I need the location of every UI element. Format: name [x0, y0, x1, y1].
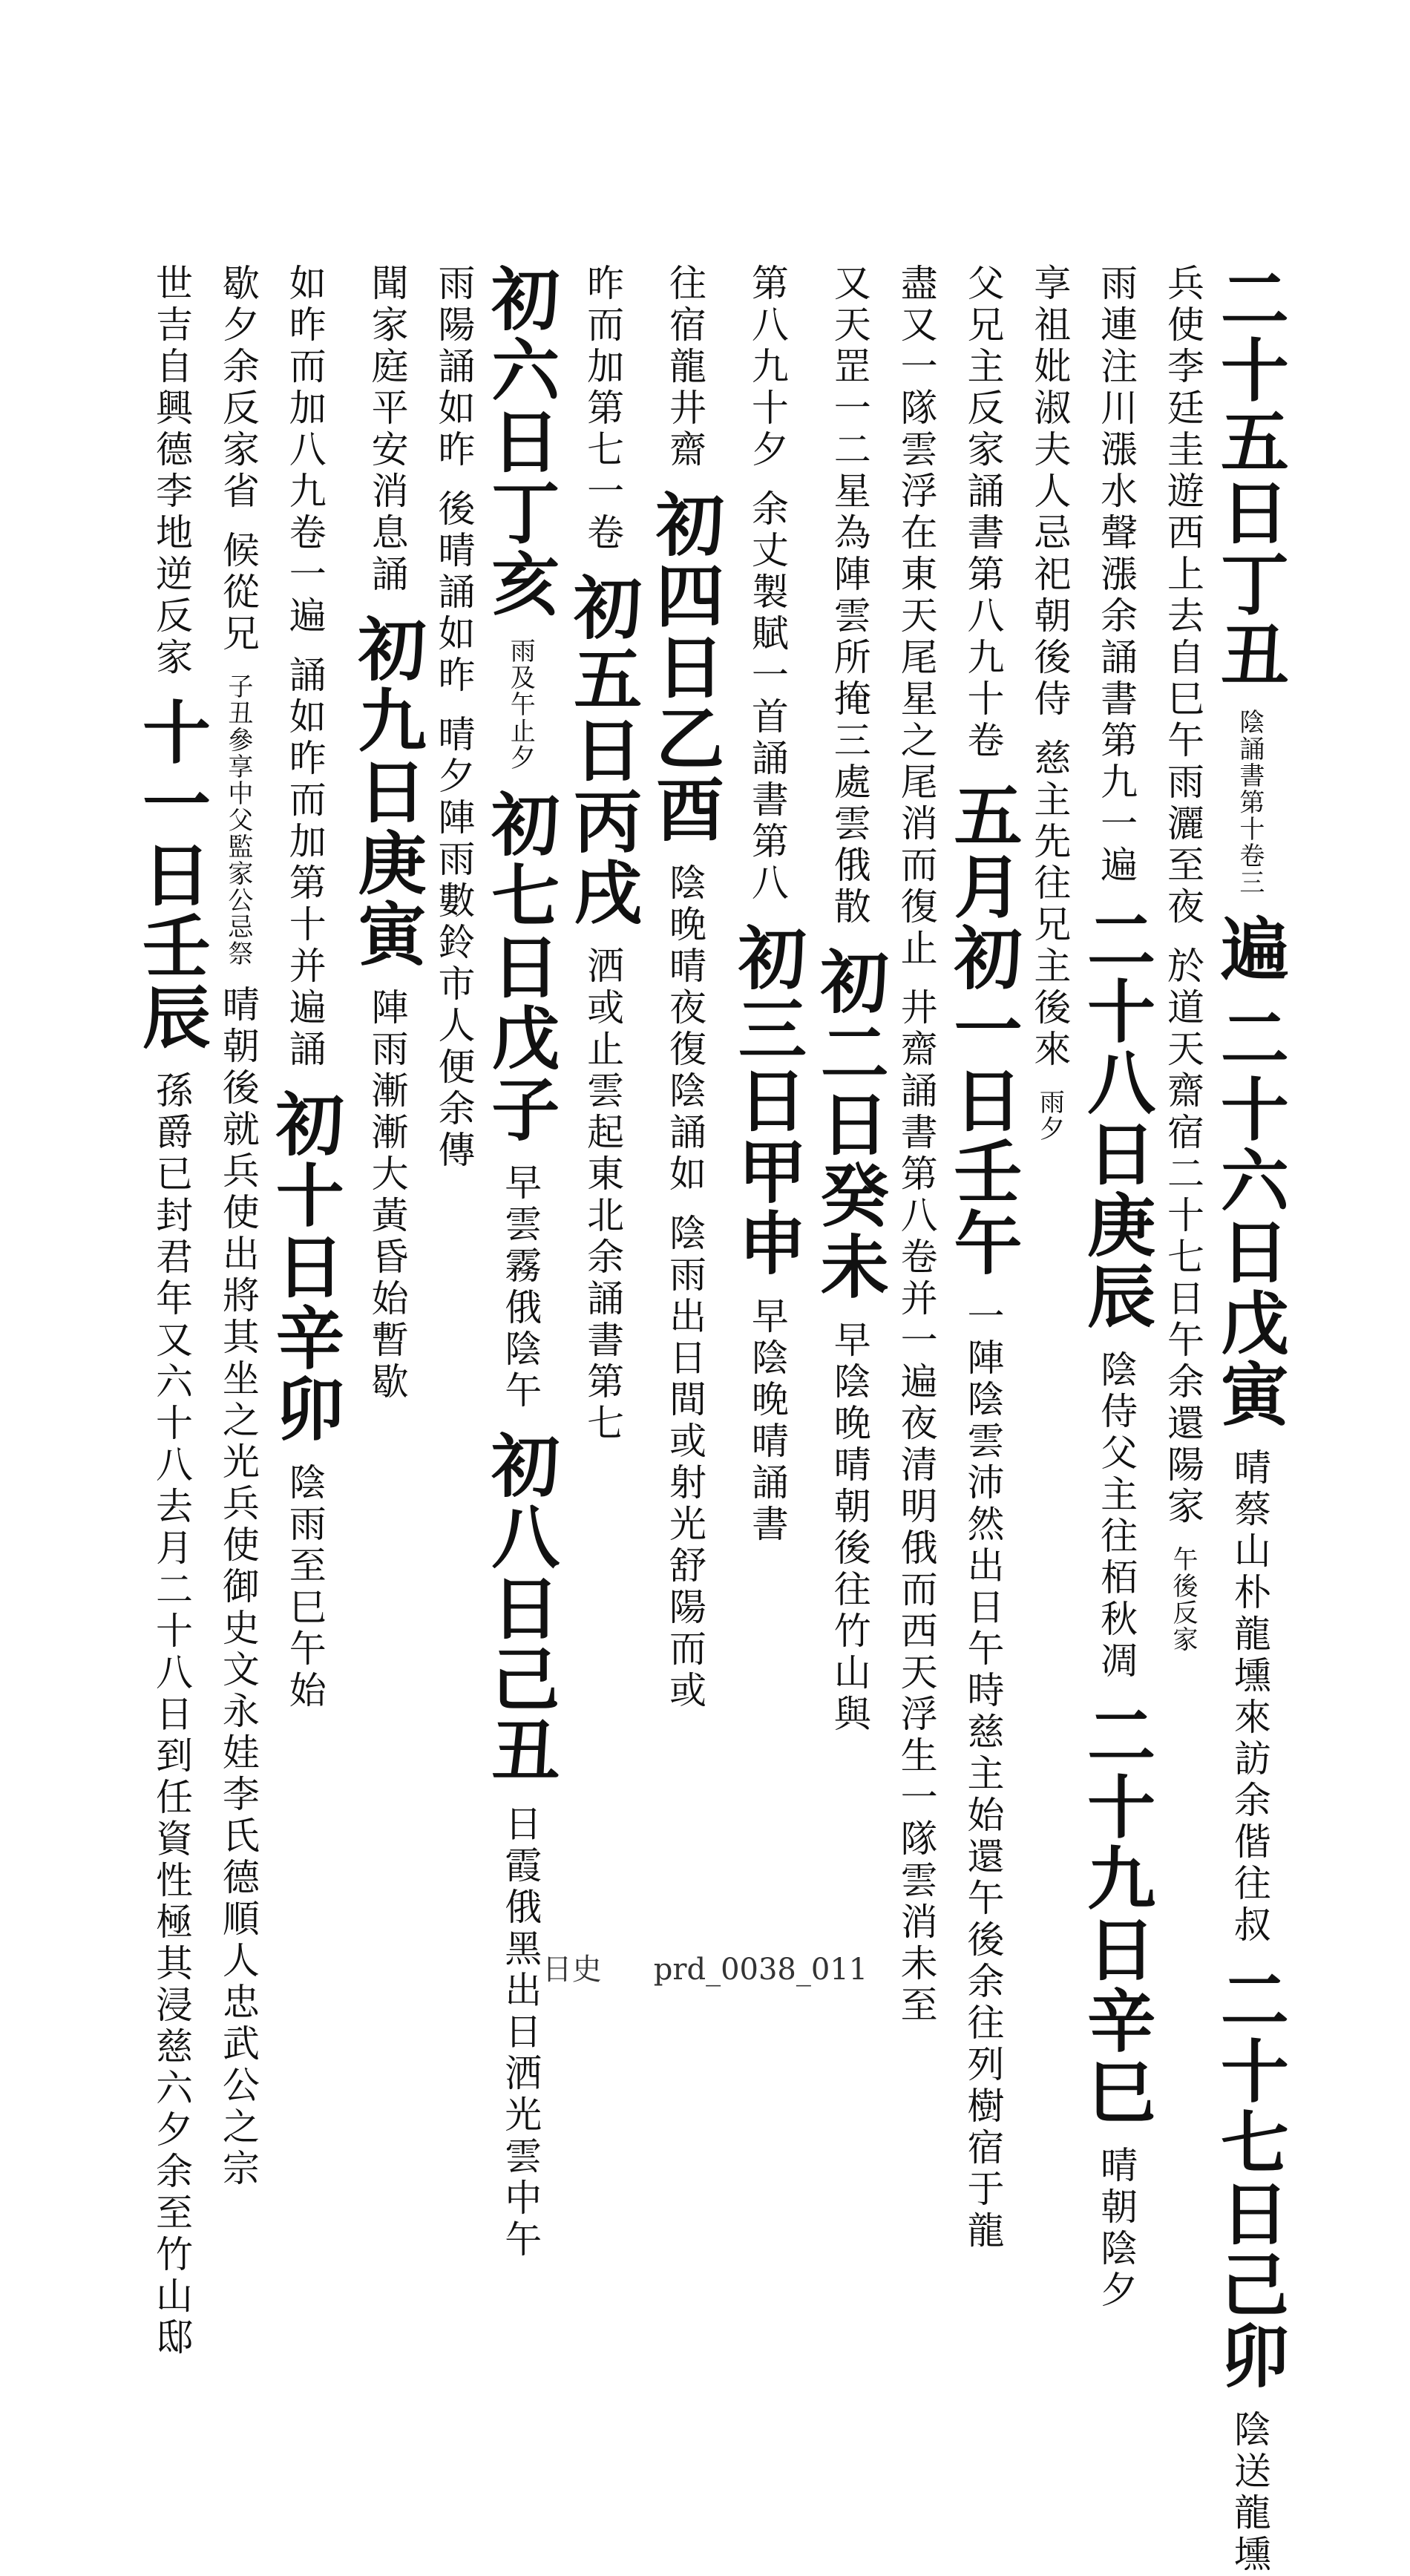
entry-text: 世吉自興德李地逆反家 [150, 263, 193, 679]
date-heading: 初四日乙酉 [645, 489, 726, 845]
date-heading: 初三日甲申 [727, 922, 807, 1279]
text-column [1076, 263, 1157, 2312]
entry-text: 於道天齋宿二十七日午余還陽家 [1161, 946, 1205, 1528]
date-heading: 初八日己丑 [480, 1430, 561, 1786]
text-column [131, 263, 212, 2359]
text-column [563, 263, 643, 1948]
date-heading: 初九日庚寅 [347, 614, 427, 970]
entry-text: 第八九十夕 [745, 263, 789, 471]
text-column [264, 263, 345, 1948]
date-heading: 初六日丁亥 [480, 263, 561, 620]
entry-text: 候從兄 [216, 531, 260, 655]
small-note: 陰誦書第十卷三 [1234, 709, 1265, 896]
entry-text: 陰侍父主往栢秋凋 [1095, 1350, 1138, 1682]
entry-text: 晴朝後就兵使出將其坐之光兵使御史文永娃李氏德順人忠武公之宗 [216, 985, 260, 2190]
entry-text: 陰雨至巳午始 [283, 1463, 327, 1712]
entry-text: 早陰晚晴朝後往竹山與 [827, 1320, 871, 1736]
date-heading: 初七日戊子 [480, 789, 561, 1145]
entry-text: 父兄主反家誦書第八九十卷 [961, 263, 1005, 762]
entry-text: 往宿龍井齋 [663, 263, 707, 471]
text-column [1209, 263, 1290, 2576]
entry-text: 孫爵已封君年又六十八去月二十八日到任資性極其浸慈六夕余至竹山邸 [150, 1071, 193, 2359]
date-heading: 二十七日己卯 [1209, 1964, 1290, 2392]
entry-text: 如昨而加八九卷一遍 [283, 263, 327, 638]
date-heading: 初二日癸未 [809, 946, 890, 1302]
date-heading: 二十八日庚辰 [1076, 905, 1157, 1332]
entry-text: 兵使李廷圭遊西上去自巳午雨灑至夜 [1161, 263, 1205, 928]
text-column [727, 263, 807, 1948]
entry-text: 雨陽誦如昨 [432, 263, 476, 471]
small-note: 子丑參享中父監家公忌祭 [223, 673, 253, 967]
date-heading: 五月初一日壬午 [942, 780, 1023, 1279]
entry-text: 享祖妣淑夫人忌祀朝後侍 [1028, 263, 1072, 721]
entry-text: 後晴誦如昨 [432, 489, 476, 697]
text-column [216, 263, 260, 2190]
entry-text: 陰送龍壎 [1227, 2410, 1271, 2576]
entry-text: 聞家庭平安消息誦 [365, 263, 409, 596]
footer-collection-title: 日史 [542, 1953, 602, 1987]
page-footer [0, 1946, 1410, 1988]
date-heading: 十一日壬辰 [131, 697, 212, 1053]
footer-page-id: prd_0038_011 [653, 1953, 868, 1987]
text-column [1161, 263, 1205, 1948]
date-heading: 二十九日辛巳 [1076, 1700, 1157, 2128]
entry-text: 洒或止雲起東北余誦書第七 [581, 946, 625, 1445]
entry-text: 陰晚晴夜復陰誦如 [663, 863, 707, 1196]
date-heading: 初十日辛卯 [264, 1089, 345, 1445]
entry-text: 晴朝陰夕 [1095, 2146, 1138, 2312]
text-column [894, 263, 938, 2027]
entry-text: 早陰晚晴誦書 [745, 1297, 789, 1546]
entry-text: 雨連注川漲水聲漲余誦書第九一遍 [1095, 263, 1138, 887]
entry-text: 一陣陰雲沛然出日午時慈主始還午後余往列樹宿于龍 [961, 1297, 1005, 2252]
date-heading: 初五日丙戌 [563, 572, 643, 928]
entry-text: 昨而加第七一卷 [581, 263, 625, 554]
text-column [942, 263, 1023, 2252]
entry-text: 日霞俄黑出日洒光雲中午 [499, 1804, 542, 2261]
date-heading: 遍 [1209, 914, 1290, 985]
small-note: 雨及午止夕 [505, 638, 536, 771]
text-column [432, 263, 476, 1948]
entry-text: 誦如昨而加第十并遍誦 [283, 655, 327, 1071]
small-note: 雨夕 [1034, 1089, 1065, 1142]
text-column [1028, 263, 1072, 1948]
small-note: 午後反家 [1168, 1546, 1198, 1653]
entry-text: 又天罡一二星為陣雲所掩三處雲俄散 [827, 263, 871, 928]
entry-text: 盡又一隊雲浮在東天尾星之尾消而復止 [894, 263, 938, 970]
text-column [480, 263, 561, 2261]
date-heading: 二十六日戊寅 [1209, 1003, 1290, 1430]
text-column [809, 263, 890, 1948]
text-column [347, 263, 427, 1948]
entry-text: 晴夕陣雨數鈴市人便余傳 [432, 715, 476, 1172]
entry-text: 井齋誦書第八卷并一遍夜清明俄而西天浮生一隊雲消未至 [894, 988, 938, 2027]
entry-text: 晴蔡山朴龍壎來訪余偕往叔 [1227, 1448, 1271, 1947]
entry-text: 早雲霧俄陰午 [499, 1163, 542, 1412]
entry-text: 歇夕余反家省 [216, 263, 260, 513]
text-column [645, 263, 726, 1948]
entry-text: 慈主先往兄主後來 [1028, 738, 1072, 1071]
entry-text: 陣雨漸漸大黃昏始暫歇 [365, 988, 409, 1403]
entry-text: 陰雨出日間或射光舒陽而或 [663, 1213, 707, 1712]
entry-text: 余丈製賦一首誦書第八 [745, 489, 789, 905]
date-heading: 二十五日丁丑 [1209, 263, 1290, 691]
